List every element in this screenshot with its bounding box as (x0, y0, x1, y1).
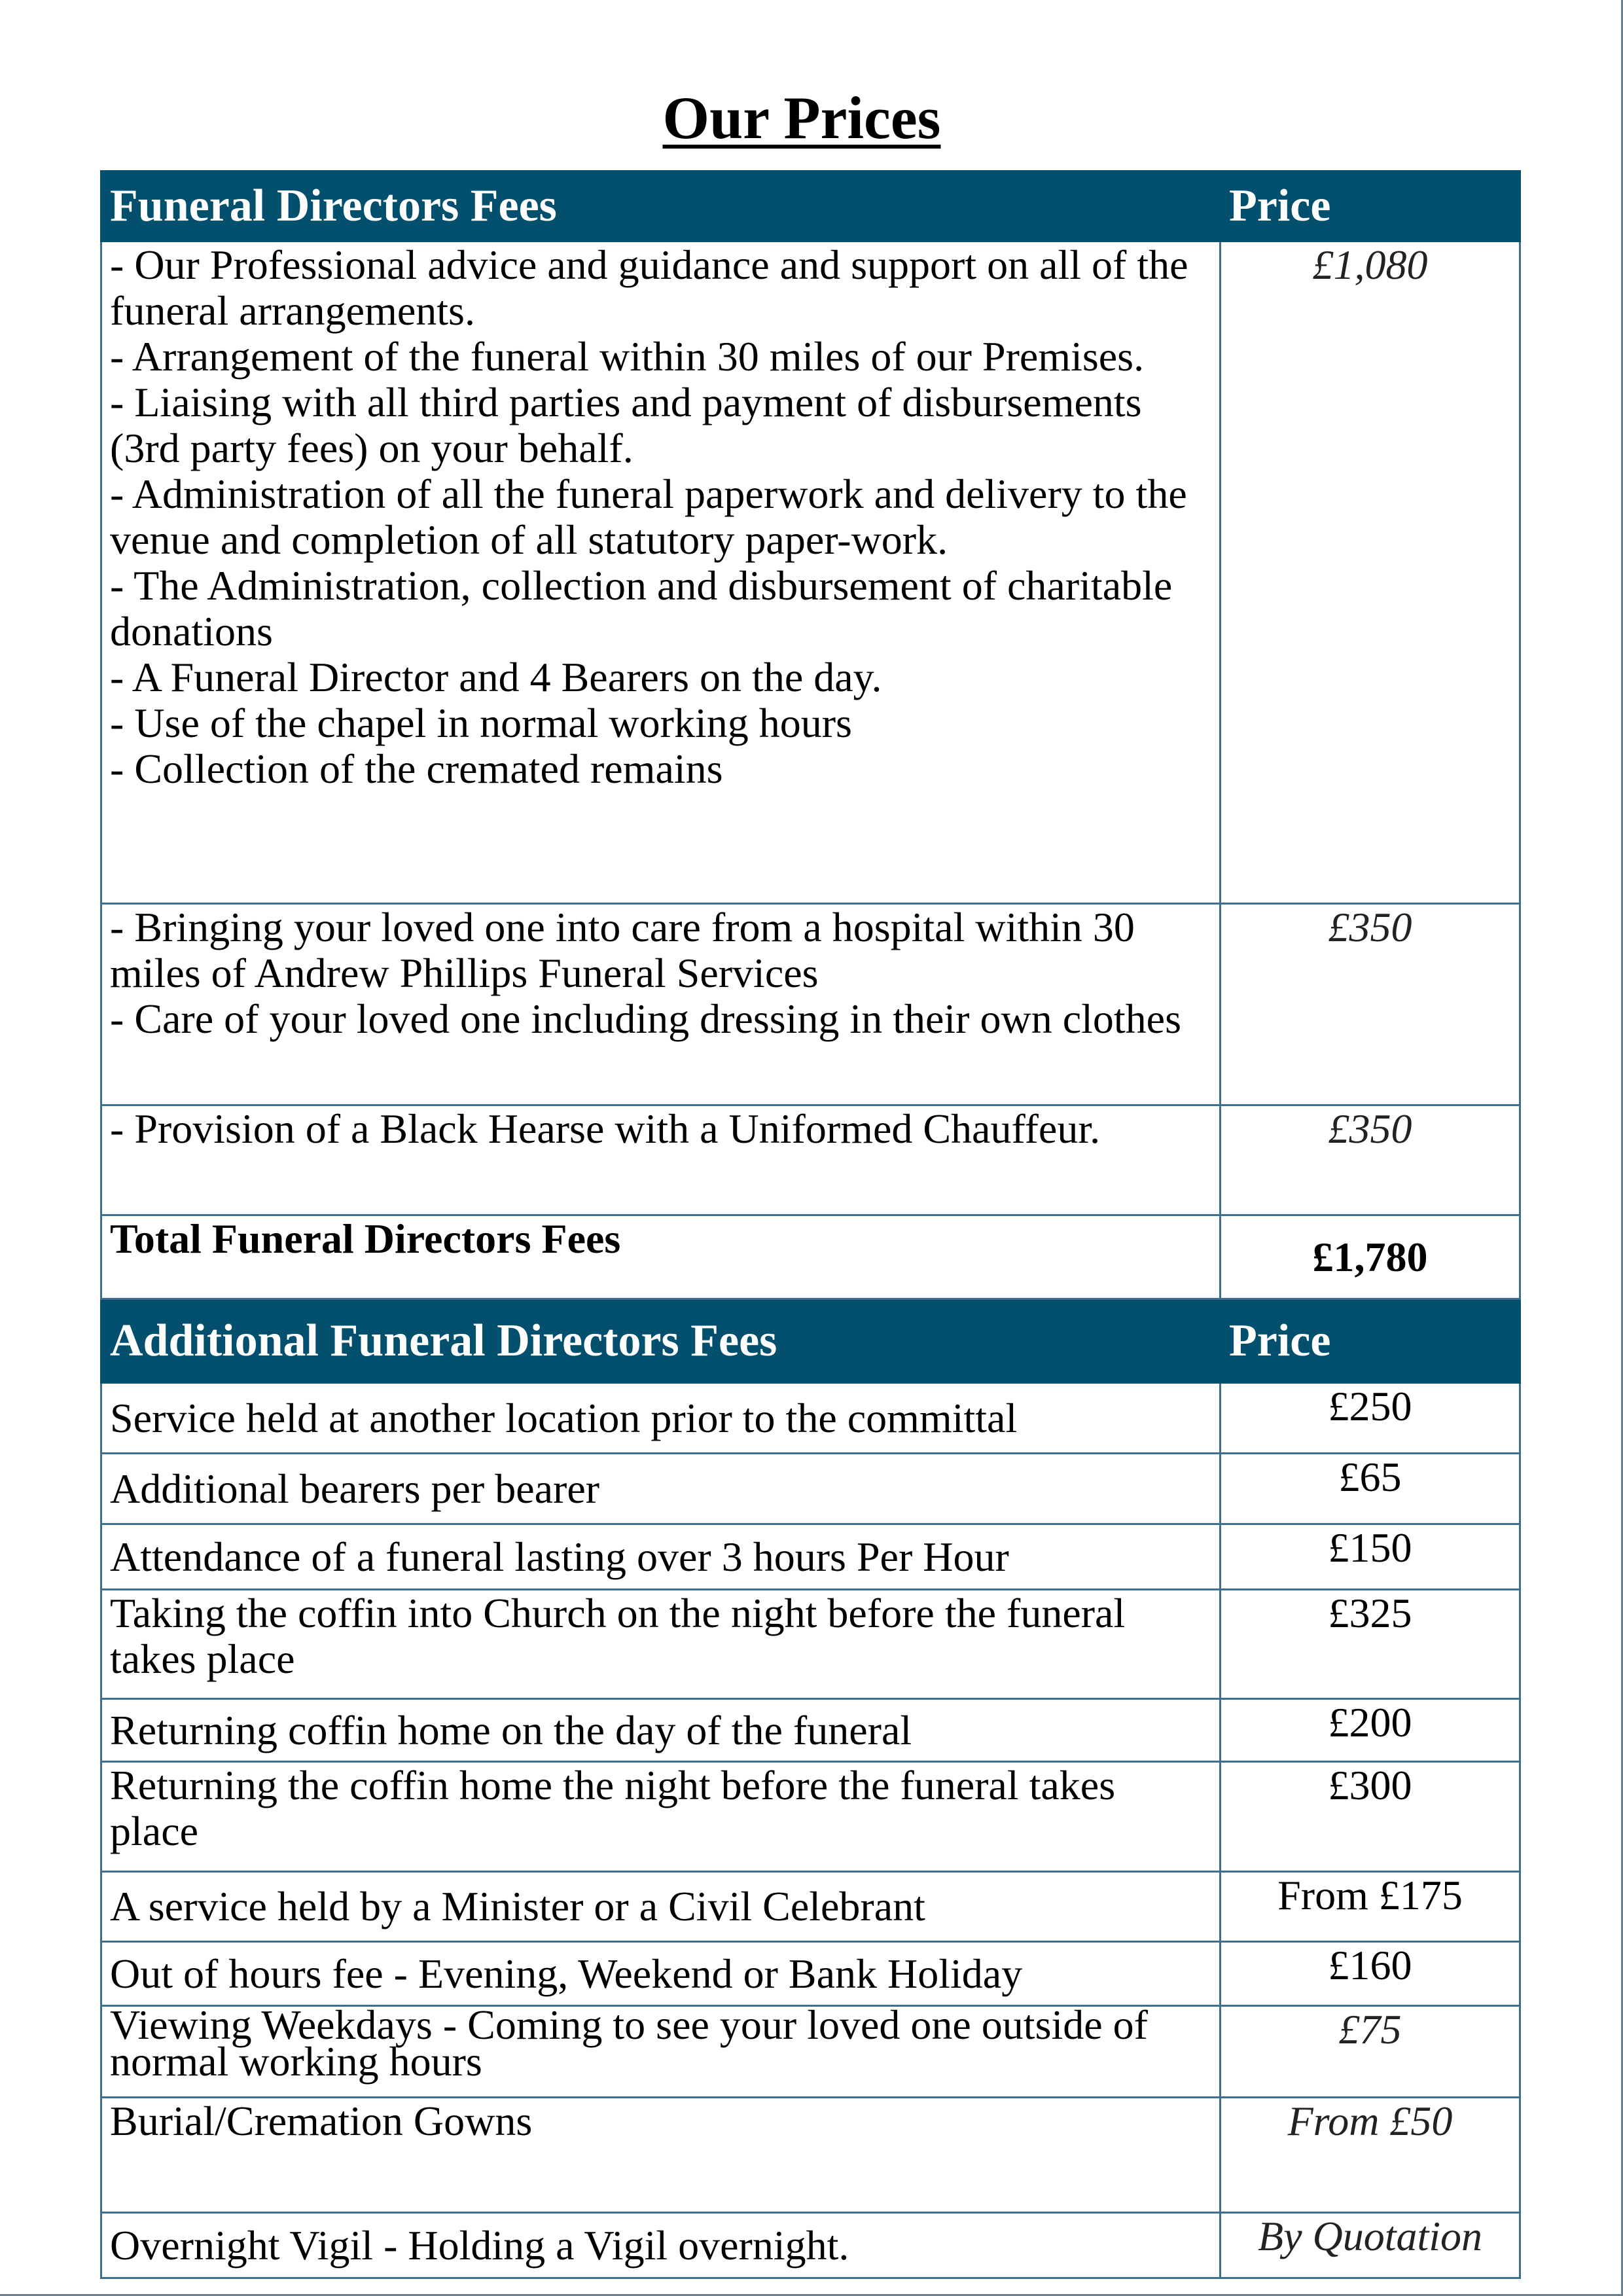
table-row-professional-services (101, 242, 1520, 904)
row-price: From £50 (1221, 2098, 1520, 2213)
section-header-funeral-directors-fees (101, 171, 1520, 242)
page-title: Our Prices (662, 84, 941, 151)
row-description (101, 1105, 1221, 1215)
table-row-total (101, 1215, 1520, 1299)
row-description: Viewing Weekdays - Coming to see your loved one outside of normal working hours (101, 2006, 1221, 2098)
list-item: - Provision of a Black Hearse with a Uniformed Chauffeur. (110, 1105, 1101, 1152)
table-row (101, 2213, 1520, 2278)
list-item: - Use of the chapel in normal working hours (110, 700, 852, 746)
list-item: - Collection of the cremated remains (110, 745, 723, 792)
table-row (101, 1590, 1520, 1699)
row-price: £325 (1221, 1590, 1520, 1699)
total-price: £1,780 (1221, 1215, 1520, 1299)
row-price: £160 (1221, 1942, 1520, 2006)
row-price: £75 (1221, 2006, 1520, 2098)
row-price: £65 (1221, 1454, 1520, 1524)
row-description: Taking the coffin into Church on the night before the funeral takes place (101, 1590, 1221, 1699)
row-description: Overnight Vigil - Holding a Vigil overnight. (101, 2213, 1221, 2278)
table-row-care (101, 904, 1520, 1105)
row-price: £250 (1221, 1383, 1520, 1454)
table-row (101, 2098, 1520, 2213)
row-price: £350 (1221, 1105, 1520, 1215)
section-header-label: Additional Funeral Directors Fees (101, 1299, 1221, 1383)
table-row (101, 2006, 1520, 2098)
row-price: £200 (1221, 1699, 1520, 1762)
row-price: £1,080 (1221, 242, 1520, 904)
table-row (101, 1872, 1520, 1942)
row-description: Out of hours fee - Evening, Weekend or Bank Holiday (101, 1942, 1221, 2006)
table-row (101, 1699, 1520, 1762)
row-description: Burial/Cremation Gowns (101, 2098, 1221, 2213)
row-description: Attendance of a funeral lasting over 3 hours Per Hour (101, 1524, 1221, 1590)
row-price: £150 (1221, 1524, 1520, 1590)
row-description: Service held at another location prior to the committal (101, 1383, 1221, 1454)
row-price: £350 (1221, 904, 1520, 1105)
row-description: A service held by a Minister or a Civil Celebrant (101, 1872, 1221, 1942)
prices-table (100, 170, 1521, 2279)
table-row (101, 1762, 1520, 1872)
list-item: - A Funeral Director and 4 Bearers on the day. (110, 654, 882, 700)
row-price: By Quotation (1221, 2213, 1520, 2278)
total-label: Total Funeral Directors Fees (101, 1215, 1221, 1299)
row-price: From £175 (1221, 1872, 1520, 1942)
table-row (101, 1454, 1520, 1524)
section-header-price-label: Price (1221, 171, 1520, 242)
row-description: Returning coffin home on the day of the funeral (101, 1699, 1221, 1762)
table-row (101, 1942, 1520, 2006)
section-header-additional-fees (101, 1299, 1520, 1383)
table-row (101, 1383, 1520, 1454)
list-item: - Care of your loved one including dressing in their own clothes (110, 996, 1181, 1042)
section-header-label: Funeral Directors Fees (101, 171, 1221, 242)
list-item: - Arrangement of the funeral within 30 miles of our Premises. (110, 333, 1145, 380)
list-item: - The Administration, collection and disbursement of charitable donations (110, 562, 1173, 655)
row-description: Returning the coffin home the night before the funeral takes place (101, 1762, 1221, 1872)
list-item: - Liaising with all third parties and payment of disbursements (3rd party fees) on your behalf. (110, 379, 1142, 471)
row-description (101, 242, 1221, 904)
row-description: Additional bearers per bearer (101, 1454, 1221, 1524)
table-row (101, 1524, 1520, 1590)
list-item: - Our Professional advice and guidance and support on all of the funeral arrangements. (110, 242, 1188, 334)
list-item: - Bringing your loved one into care from a hospital within 30 miles of Andrew Phillips Funeral Services (110, 904, 1135, 996)
section-header-price-label: Price (1221, 1299, 1520, 1383)
row-price: £300 (1221, 1762, 1520, 1872)
list-item: - Administration of all the funeral paperwork and delivery to the venue and completion of all statutory paper-work. (110, 471, 1187, 563)
table-row-hearse (101, 1105, 1520, 1215)
row-description (101, 904, 1221, 1105)
